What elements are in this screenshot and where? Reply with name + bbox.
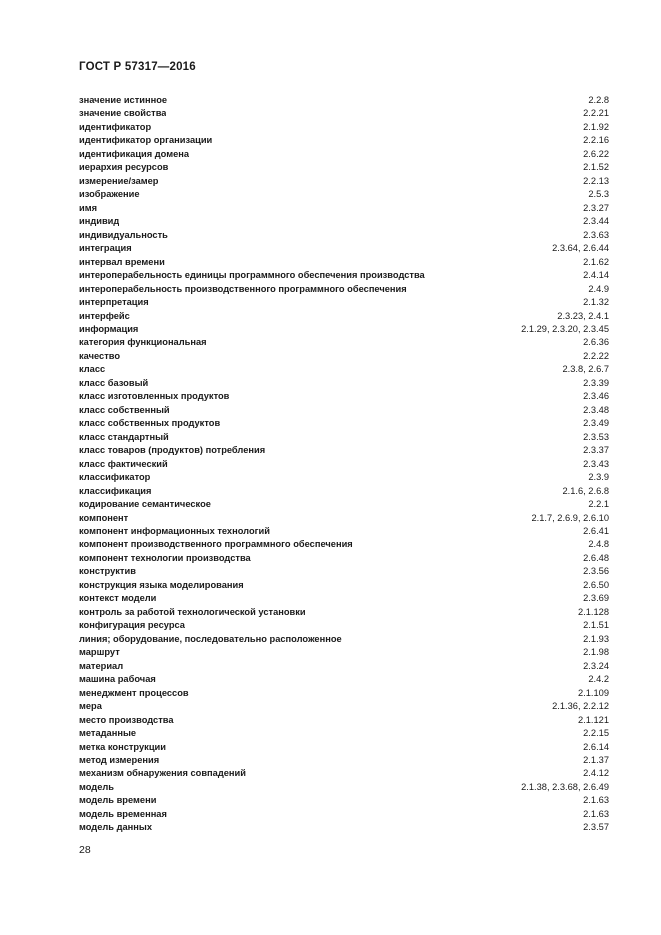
index-entry: [79, 687, 609, 700]
index-term: значение свойства: [79, 108, 167, 119]
index-reference: 2.1.92: [583, 121, 609, 132]
index-term: класс базовый: [79, 377, 149, 388]
index-term: маршрут: [79, 647, 120, 658]
index-term: материал: [79, 660, 124, 671]
index-term: компонент технологии производства: [79, 552, 251, 563]
index-reference: 2.1.29, 2.3.20, 2.3.45: [521, 323, 609, 334]
index-term: идентификатор организации: [79, 135, 213, 146]
index-term: индивидуальность: [79, 229, 168, 240]
index-reference: 2.2.8: [588, 95, 609, 105]
index-reference: 2.1.128: [577, 606, 609, 617]
index-entry: [79, 633, 609, 646]
index-reference: 2.1.109: [577, 687, 609, 698]
index-reference: 2.1.36, 2.2.12: [552, 701, 609, 712]
index-entry: [79, 458, 609, 471]
index-term: иерархия ресурсов: [79, 162, 169, 173]
index-term: изображение: [79, 189, 140, 200]
index-entry: [79, 256, 609, 269]
index-reference: 2.4.12: [583, 768, 609, 779]
index-term: значение истинное: [79, 95, 168, 105]
index-term: модель данных: [79, 822, 152, 833]
index-term: мера: [79, 701, 102, 712]
index-entry: [79, 404, 609, 417]
index-term: конструкция языка моделирования: [79, 579, 244, 590]
index-entry: [79, 134, 609, 147]
index-term: интероперабельность производственного программного обеспечения: [79, 283, 407, 294]
index-entry: [79, 161, 609, 174]
index-entry: [79, 417, 609, 430]
index-term: классификация: [79, 485, 152, 496]
index-term: категория функциональная: [79, 337, 207, 348]
index-term: конфигурация ресурса: [79, 620, 185, 631]
index-entry: [79, 350, 609, 363]
index-entry: [79, 606, 609, 619]
index-entry: [79, 336, 609, 349]
index-term: имя: [79, 202, 98, 213]
index-term: класс: [79, 364, 106, 375]
index-term: место производства: [79, 714, 174, 725]
index-entry: [79, 552, 609, 565]
index-reference: 2.6.14: [583, 741, 609, 752]
index-term: компонент производственного программного обеспечения: [79, 539, 353, 550]
index-reference: 2.3.8, 2.6.7: [562, 364, 609, 375]
index-reference: 2.6.41: [583, 526, 609, 536]
index-term: компонент информационных технологий: [79, 526, 270, 536]
index-entry: [79, 741, 609, 754]
index-entry: [79, 485, 609, 498]
index-entry: [79, 794, 609, 807]
index-reference: 2.1.37: [583, 754, 609, 765]
index-entry: [79, 444, 609, 457]
index-reference: 2.3.9: [588, 472, 609, 483]
index-entry: [79, 592, 609, 605]
index-term: контроль за работой технологической установки: [79, 606, 306, 617]
index-entry: [79, 727, 609, 740]
index-term: контекст модели: [79, 593, 157, 604]
index-entry: [79, 498, 609, 511]
index-reference: 2.2.13: [583, 175, 609, 186]
document-header: ГОСТ Р 57317—2016: [79, 61, 196, 73]
index-reference: 2.3.43: [583, 458, 609, 469]
index-entry: [79, 565, 609, 578]
index-entry: [79, 646, 609, 659]
index-reference: 2.3.57: [583, 822, 609, 833]
index-entry: [79, 673, 609, 686]
index-reference: 2.3.69: [583, 593, 609, 604]
index-reference: 2.4.8: [588, 539, 609, 550]
index-term: класс товаров (продуктов) потребления: [79, 445, 266, 456]
index-reference: 2.2.15: [583, 728, 609, 739]
index-term: качество: [79, 350, 121, 361]
index-entry: [79, 283, 609, 296]
index-reference: 2.4.2: [588, 674, 609, 685]
index-entry: [79, 714, 609, 727]
index-term: метка конструкции: [79, 741, 166, 752]
index-term: модель времени: [79, 795, 157, 806]
index-reference: 2.2.22: [583, 350, 609, 361]
index-term: интерпретация: [79, 297, 149, 308]
index-entry: [79, 242, 609, 255]
index-reference: 2.1.93: [583, 633, 609, 644]
index-reference: 2.3.44: [583, 216, 609, 227]
index-term: класс изготовленных продуктов: [79, 391, 230, 402]
index-term: интероперабельность единицы программного обеспечения производства: [79, 270, 425, 281]
index-reference: 2.2.16: [583, 135, 609, 146]
index-entry: [79, 754, 609, 767]
index-reference: 2.4.9: [588, 283, 609, 294]
index-reference: 2.3.37: [583, 445, 609, 456]
index-entry: [79, 660, 609, 673]
index-entry: [79, 377, 609, 390]
index-reference: 2.3.23, 2.4.1: [557, 310, 609, 321]
index-entry: [79, 310, 609, 323]
index-term: класс собственный: [79, 404, 170, 415]
index-term: информация: [79, 323, 139, 334]
index-entry: [79, 525, 609, 538]
index-term: модель: [79, 781, 115, 792]
index-reference: 2.6.50: [583, 579, 609, 590]
index-reference: 2.1.63: [583, 795, 609, 806]
index-term: модель временная: [79, 808, 167, 819]
index-term: измерение/замер: [79, 175, 159, 186]
index-entry: [79, 619, 609, 632]
index-reference: 2.6.22: [583, 148, 609, 159]
index-term: интеграция: [79, 243, 132, 254]
index-reference: 2.3.53: [583, 431, 609, 442]
index-reference: 2.2.1: [588, 499, 609, 510]
index-entry: [79, 94, 609, 107]
index-term: идентификация домена: [79, 148, 190, 159]
index-term: идентификатор: [79, 121, 152, 132]
index-term: кодирование семантическое: [79, 499, 211, 510]
index-reference: 2.1.62: [583, 256, 609, 267]
index-entry: [79, 700, 609, 713]
index-term: машина рабочая: [79, 674, 156, 685]
index-entry: [79, 269, 609, 282]
index-reference: 2.3.64, 2.6.44: [552, 243, 609, 254]
index-reference: 2.3.39: [583, 377, 609, 388]
index-entry: [79, 471, 609, 484]
index-reference: 2.1.32: [583, 297, 609, 308]
index-reference: 2.3.27: [583, 202, 609, 213]
index-reference: 2.3.24: [583, 660, 609, 671]
index-term: конструктив: [79, 566, 136, 577]
index-reference: 2.1.63: [583, 808, 609, 819]
index-reference: 2.3.48: [583, 404, 609, 415]
index-entry: [79, 767, 609, 780]
index-entry: [79, 148, 609, 161]
index-reference: 2.1.6, 2.6.8: [562, 485, 609, 496]
index-term: классификатор: [79, 472, 151, 483]
index-term: компонент: [79, 512, 129, 523]
index-reference: 2.1.38, 2.3.68, 2.6.49: [521, 781, 609, 792]
index-reference: 2.2.21: [583, 108, 609, 119]
index-term: индивид: [79, 216, 120, 227]
index-reference: 2.1.98: [583, 647, 609, 658]
index-reference: 2.1.51: [583, 620, 609, 631]
index-term: интервал времени: [79, 256, 165, 267]
index-reference: 2.1.7, 2.6.9, 2.6.10: [531, 512, 609, 523]
index-entry: [79, 579, 609, 592]
index-entry: [79, 821, 609, 834]
index-entry: [79, 538, 609, 551]
index-term: метаданные: [79, 728, 137, 739]
index-term: класс собственных продуктов: [79, 418, 221, 429]
index-reference: 2.3.56: [583, 566, 609, 577]
index-entry: [79, 188, 609, 201]
index-reference: 2.3.46: [583, 391, 609, 402]
index-reference: 2.1.121: [577, 714, 609, 725]
index-entry: [79, 431, 609, 444]
index-term: менеджмент процессов: [79, 687, 189, 698]
index-reference: 2.3.49: [583, 418, 609, 429]
index-entry: [79, 808, 609, 821]
index-term: метод измерения: [79, 754, 160, 765]
index-entry: [79, 175, 609, 188]
page-number: 28: [79, 844, 91, 856]
index-term: класс стандартный: [79, 431, 169, 442]
index-entry: [79, 296, 609, 309]
index-entry: [79, 363, 609, 376]
index-entry: [79, 215, 609, 228]
index-reference: 2.1.52: [583, 162, 609, 173]
index-reference: 2.3.63: [583, 229, 609, 240]
index-entry: [79, 107, 609, 120]
index-reference: 2.6.36: [583, 337, 609, 348]
index-term: класс фактический: [79, 458, 168, 469]
index-entry: [79, 121, 609, 134]
index-entry: [79, 390, 609, 403]
index-entry: [79, 781, 609, 794]
index-entry: [79, 202, 609, 215]
index-term: механизм обнаружения совпадений: [79, 768, 246, 779]
index-term: интерфейс: [79, 310, 130, 321]
index-entry: [79, 323, 609, 336]
index-entry: [79, 229, 609, 242]
index-reference: 2.4.14: [583, 270, 609, 281]
index-term: линия; оборудование, последовательно расположенное: [79, 633, 342, 644]
index-reference: 2.5.3: [588, 189, 609, 200]
index-reference: 2.6.48: [583, 552, 609, 563]
alphabetical-index: [79, 94, 609, 835]
index-entry: [79, 512, 609, 525]
